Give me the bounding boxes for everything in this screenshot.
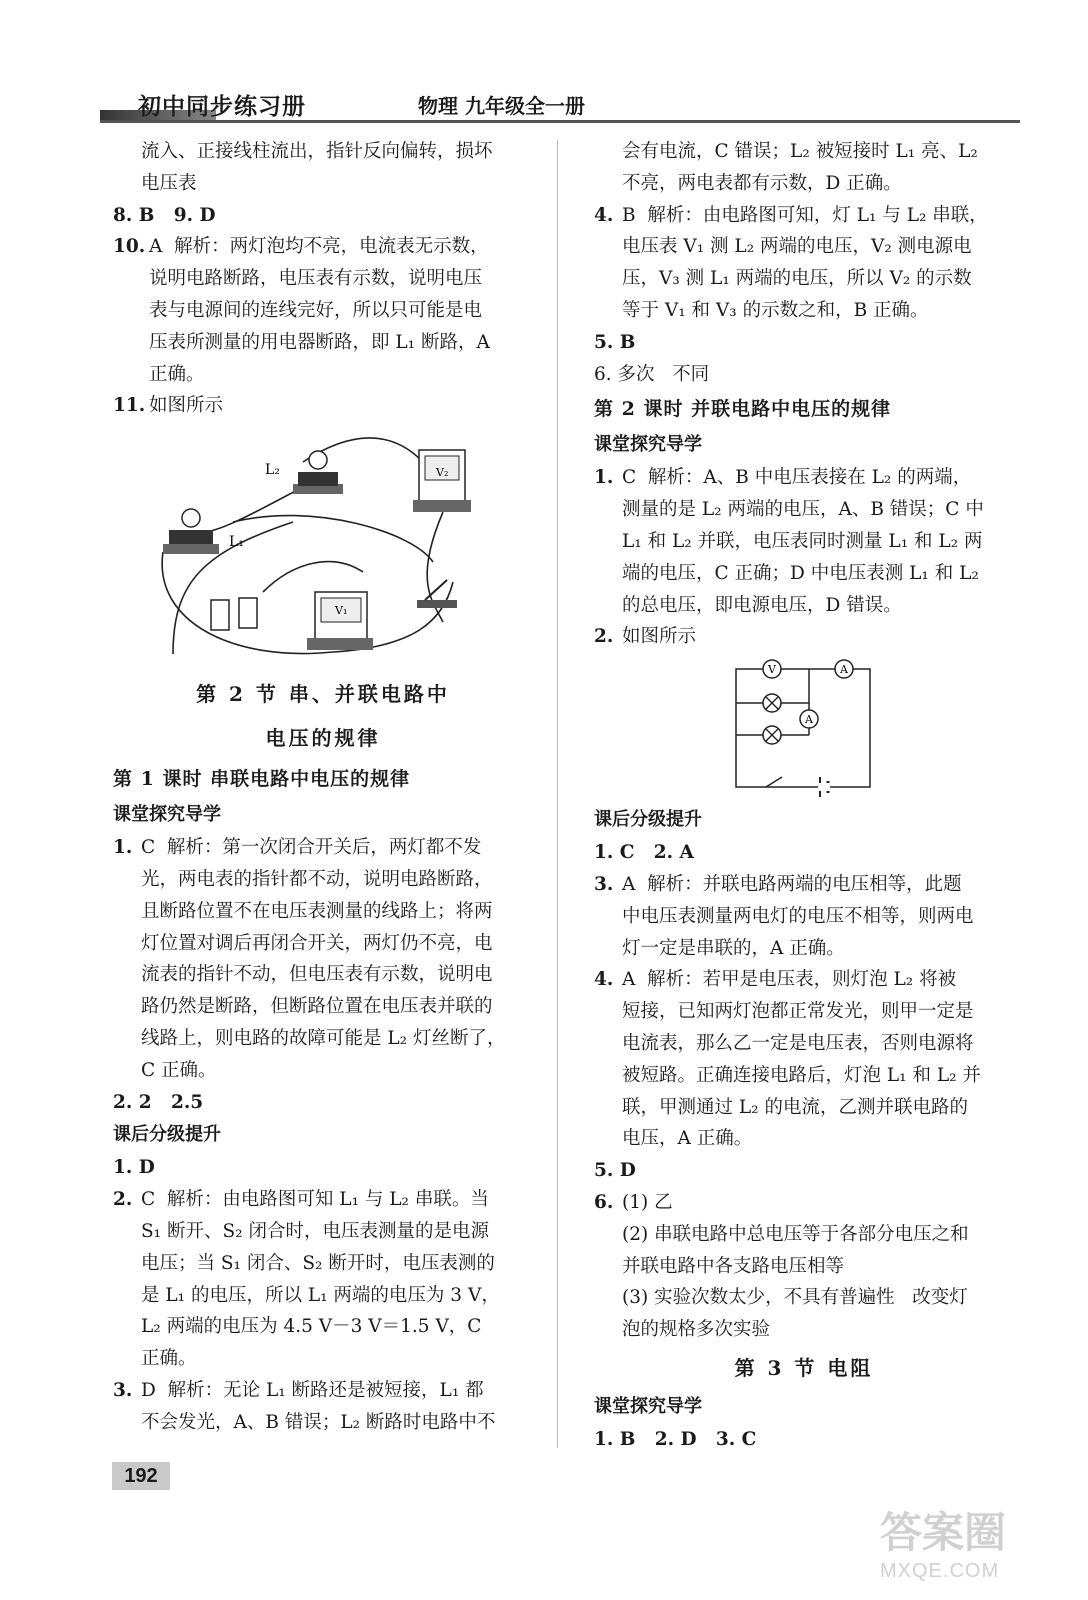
lamp-symbol-1 <box>763 694 781 712</box>
watermark: 答案圈 MXQE.COM <box>880 1509 1007 1582</box>
voltmeter-symbol <box>763 660 781 678</box>
section-3-answers: 1. B 2. D 3. C <box>594 1428 757 1450</box>
label-v1: V₁ <box>335 604 348 618</box>
ketang-answer-1-right: 1. C 解析：A、B 中电压表接在 L₂ 的两端， 测量的是 L₂ 两端的电压，A、B 错误；C 中 L₁ 和 L₂ 并联，电压表同时测量 L₁ 和 L₂ 两 端的电压，C 正确；D 中电压表测 L₁ 和 L₂ 的总电压，即电源电压，D 错误。 <box>594 467 984 616</box>
continuation-text: 流入、正接线柱流出，指针反向偏转，损坏 电压表 <box>141 141 493 194</box>
page-number: 192 <box>112 1462 170 1490</box>
kehou-answer-6: 6. 多次 不同 <box>594 363 710 385</box>
ammeter-symbol-branch <box>800 710 818 728</box>
section-2-title: 第 2 节 串、并联电路中 电压的规律 <box>196 682 450 751</box>
column-divider <box>557 140 558 1448</box>
label-kehou: 课后分级提升 <box>113 1124 221 1146</box>
page-header <box>100 84 1020 130</box>
ketang-answer-1: 1. C 解析：第一次闭合开关后，两灯都不发 光，两电表的指针都不动，说明电路断路， 且断路位置不在电压表测量的线路上；将两 灯位置对调后再闭合开关，两灯仍不亮，电 流表的指针不动，但电压表有示数，说明电 路仍然是断路，但断路位置在电压表并联的 线路上，则电路的故障可能是 L₂ 灯丝断了， C 正确。 <box>113 837 506 1081</box>
label-v2: V₂ <box>436 466 449 480</box>
svg-text:V: V <box>768 663 776 677</box>
kehou-answer-1-2: 1. C 2. A <box>594 842 694 864</box>
section-3-title: 第 3 节 电阻 <box>734 1355 874 1380</box>
ketang-answer-2: 2. 2 2.5 <box>113 1091 204 1113</box>
voltmeter-v1 <box>307 592 373 650</box>
header-rule <box>100 120 1020 123</box>
circuit-figure-parallel <box>594 653 1014 803</box>
answer-11: 11. 如图所示 <box>113 395 224 417</box>
label-l2: L₂ <box>265 462 280 479</box>
circuit-figure-series <box>113 422 533 672</box>
answer-10: 10. A 解析：两灯泡均不亮，电流表无示数， 说明电路断路，电压表有示数，说明电压 表与电源间的连线完好，所以只可能是电 压表所测量的用电器断路，即 L₁ 断路，A 正确。 <box>113 236 490 385</box>
ammeter-symbol-top <box>835 660 853 678</box>
book-title: 初中同步练习册 <box>138 93 306 120</box>
answer-8-9: 8. B 9. D <box>113 204 216 226</box>
continuation-text-right: 会有电流，C 错误；L₂ 被短接时 L₁ 亮、L₂ 不亮，两电表都有示数，D 正确。 <box>622 141 978 194</box>
switch <box>417 580 457 608</box>
label-kehou-right: 课后分级提升 <box>594 809 702 831</box>
kehou-answer-3-right: 3. A 解析：并联电路两端的电压相等，此题 中电压表测量两电灯的电压不相等，则两电 灯一定是串联的，A 正确。 <box>594 873 974 959</box>
right-column <box>594 136 1014 1456</box>
lesson-2-title: 第 2 课时 并联电路中电压的规律 <box>594 398 892 421</box>
svg-text:A: A <box>840 663 848 677</box>
label-ketang-2: 课堂探究导学 <box>594 1395 702 1417</box>
switch-blade <box>766 777 782 787</box>
label-l1: L₁ <box>229 534 244 551</box>
kehou-answer-5: 5. B <box>594 331 636 353</box>
kehou-answer-2: 2. C 解析：由电路图可知 L₁ 与 L₂ 串联。当 S₁ 断开、S₂ 闭合时，电压表测量的是电源 电压；当 S₁ 闭合、S₂ 断开时，电压表测的 是 L₁ 的电压，所以 L₁ 两端的电压为 3 V， L₂ 两端的电压为 4.5 V－3 V＝1.5 V，C 正确。 <box>113 1189 500 1370</box>
battery-cells <box>211 598 257 630</box>
kehou-answer-6-right: 6. (1) 乙 (2) 串联电路中总电压等于各部分电压之和 并联电路中各支路电压相等 (3) 实验次数太少，不具有普遍性 改变灯 泡的规格多次实验 <box>594 1191 969 1341</box>
lamp-l1-board <box>163 509 219 554</box>
kehou-answer-5-right: 5. D <box>594 1160 636 1182</box>
kehou-answer-3: 3. D 解析：无论 L₁ 断路还是被短接，L₁ 都 不会发光，A、B 错误；L₂ 断路时电路中不 <box>113 1379 496 1433</box>
lamp-symbol-2 <box>763 726 781 744</box>
lesson-1-title: 第 1 课时 串联电路中电压的规律 <box>113 768 411 791</box>
ketang-answer-2-right: 2. 如图所示 <box>594 626 697 648</box>
label-ketang: 课堂探究导学 <box>113 804 221 826</box>
subject-title: 物理 九年级全一册 <box>418 94 585 118</box>
lamp-l2-board <box>293 451 343 494</box>
svg-text:A: A <box>805 713 813 727</box>
kehou-answer-4: 4. B 解析：由电路图可知，灯 L₁ 与 L₂ 串联， 电压表 V₁ 测 L₂ 两端的电压，V₂ 测电源电 压，V₃ 测 L₁ 两端的电压，所以 V₂ 的示数 等于 V₁ 和 V₃ 的示数之和，B 正确。 <box>594 204 988 321</box>
left-column <box>113 136 533 1439</box>
kehou-answer-4-right: 4. A 解析：若甲是电压表，则灯泡 L₂ 将被 短接，已知两灯泡都正常发光，则甲一定是 电流表，那么乙一定是电压表，否则电源将 被短路。正确连接电路后，灯泡 L₁ 和 L₂ 并 联，甲测通过 L₂ 的电流，乙测并联电路的 电压，A 正确。 <box>594 969 981 1150</box>
label-ketang-right: 课堂探究导学 <box>594 434 702 456</box>
kehou-answer-1: 1. D <box>113 1157 155 1179</box>
voltmeter-v2 <box>413 450 471 512</box>
